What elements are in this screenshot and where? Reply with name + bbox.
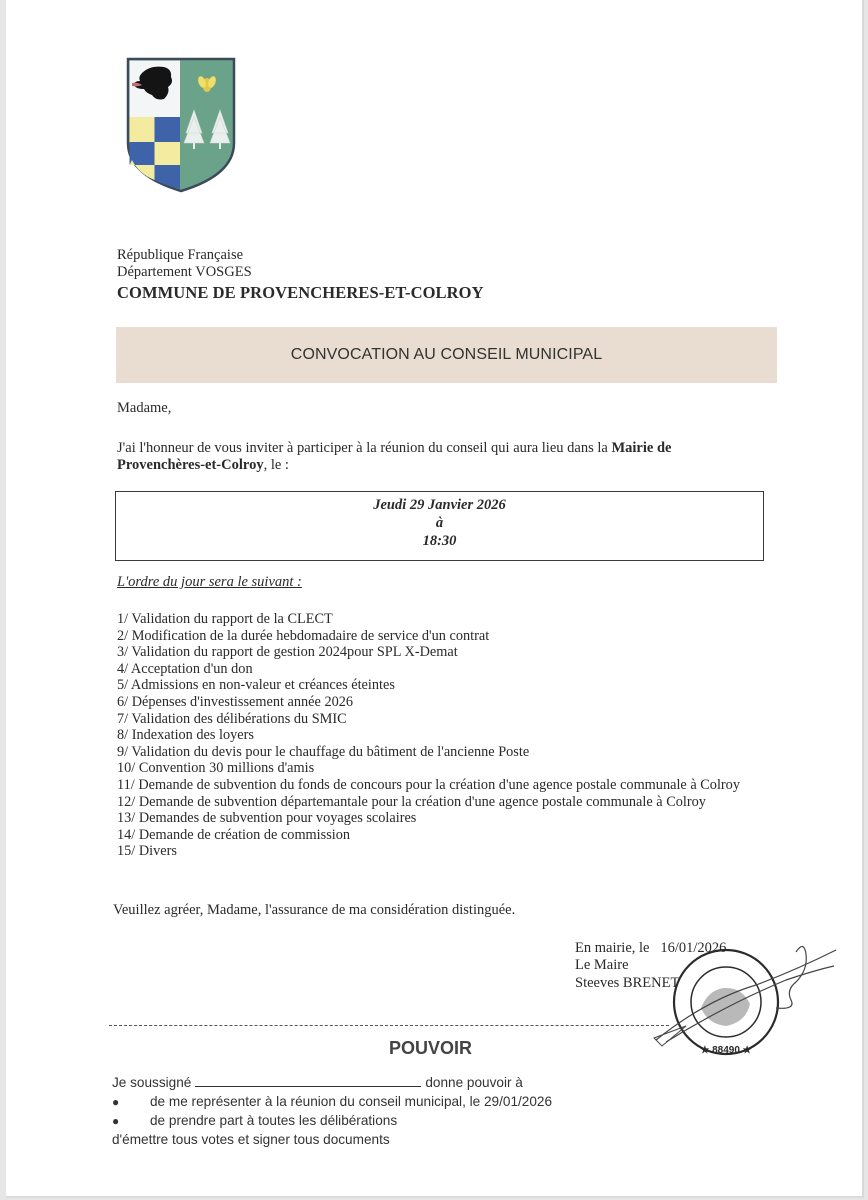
meeting-time: 18:30 <box>422 533 457 549</box>
agenda-item: 9/ Validation du devis pour le chauffage du bâtiment de l'ancienne Poste <box>117 743 530 760</box>
pouvoir-statement: Je soussigné donne pouvoir à <box>112 1075 523 1090</box>
commune-title: COMMUNE DE PROVENCHERES-ET-COLROY <box>117 283 484 302</box>
bullet-icon: ● <box>112 1114 120 1128</box>
pouvoir-title: POUVOIR <box>389 1038 473 1058</box>
signature-date: 16/01/2026 <box>660 940 727 956</box>
signature-place-date: En mairie, le 16/01/2026 <box>575 940 727 956</box>
mairie-label: Mairie de <box>611 440 672 456</box>
agenda-item: 5/ Admissions en non-valeur et créances éteintes <box>117 677 395 694</box>
signature-role: Le Maire <box>575 957 629 973</box>
agenda-item: 11/ Demande de subvention du fonds de concours pour la création d'une agence postale communale à Colroy <box>117 776 740 793</box>
agenda-item: 4/ Acceptation d'un don <box>117 660 253 677</box>
invitation-paragraph: J'ai l'honneur de vous inviter à participer à la réunion du conseil qui aura lieu dans la Mairie de Provenchères-et-Colroy, le : <box>117 440 672 473</box>
agenda-heading: L'ordre du jour sera le suivant : <box>117 574 302 590</box>
agenda-item: 3/ Validation du rapport de gestion 2024pour SPL X-Demat <box>117 644 458 661</box>
agenda-item: 2/ Modification de la durée hebdomadaire de service d'un contrat <box>117 627 490 644</box>
proxy-name-field[interactable] <box>195 1074 421 1087</box>
svg-text:★ 88490 ★: ★ 88490 ★ <box>700 1045 752 1056</box>
convocation-title: CONVOCATION AU CONSEIL MUNICIPAL <box>290 346 603 363</box>
agenda-item: 8/ Indexation des loyers <box>117 727 254 744</box>
meeting-datetime-box <box>115 491 764 561</box>
document-page <box>6 0 864 1198</box>
meeting-date: Jeudi 29 Janvier 2026 <box>373 497 506 513</box>
cut-line-divider <box>109 1025 669 1026</box>
commune-name: Provenchères-et-Colroy <box>117 457 264 473</box>
salutation: Madame, <box>117 400 172 416</box>
pouvoir-final-line: d'émettre tous votes et signer tous documents <box>112 1132 390 1147</box>
departement-label: Département VOSGES <box>117 264 252 280</box>
pouvoir-bullet: ● de me représenter à la réunion du conseil municipal, le 29/01/2026 <box>112 1094 553 1109</box>
agenda-item: 13/ Demandes de subvention pour voyages scolaires <box>117 810 417 827</box>
coat-of-arms-icon <box>124 55 238 193</box>
agenda-item: 10/ Convention 30 millions d'amis <box>117 760 315 777</box>
pouvoir-bullet: ● de prendre part à toutes les délibérations <box>112 1113 398 1128</box>
agenda-item: 6/ Dépenses d'investissement année 2026 <box>117 693 354 710</box>
agenda-item: 7/ Validation des délibérations du SMIC <box>117 710 347 727</box>
official-stamp-icon <box>646 930 846 1060</box>
closing-formula: Veuillez agréer, Madame, l'assurance de ma considération distinguée. <box>113 902 516 918</box>
meeting-connector: à <box>435 515 444 531</box>
agenda-item: 15/ Divers <box>117 843 177 860</box>
agenda-item: 12/ Demande de subvention départemantale pour la création d'une agence postale communale à Colroy <box>117 793 706 810</box>
republique-label: République Française <box>117 247 244 263</box>
convocation-banner <box>116 327 777 383</box>
signature-name: Steeves BRENET <box>575 975 680 991</box>
bullet-icon: ● <box>112 1095 120 1109</box>
agenda-list <box>117 611 740 860</box>
agenda-item: 14/ Demande de création de commission <box>117 826 351 843</box>
agenda-item: 1/ Validation du rapport de la CLECT <box>117 611 333 627</box>
